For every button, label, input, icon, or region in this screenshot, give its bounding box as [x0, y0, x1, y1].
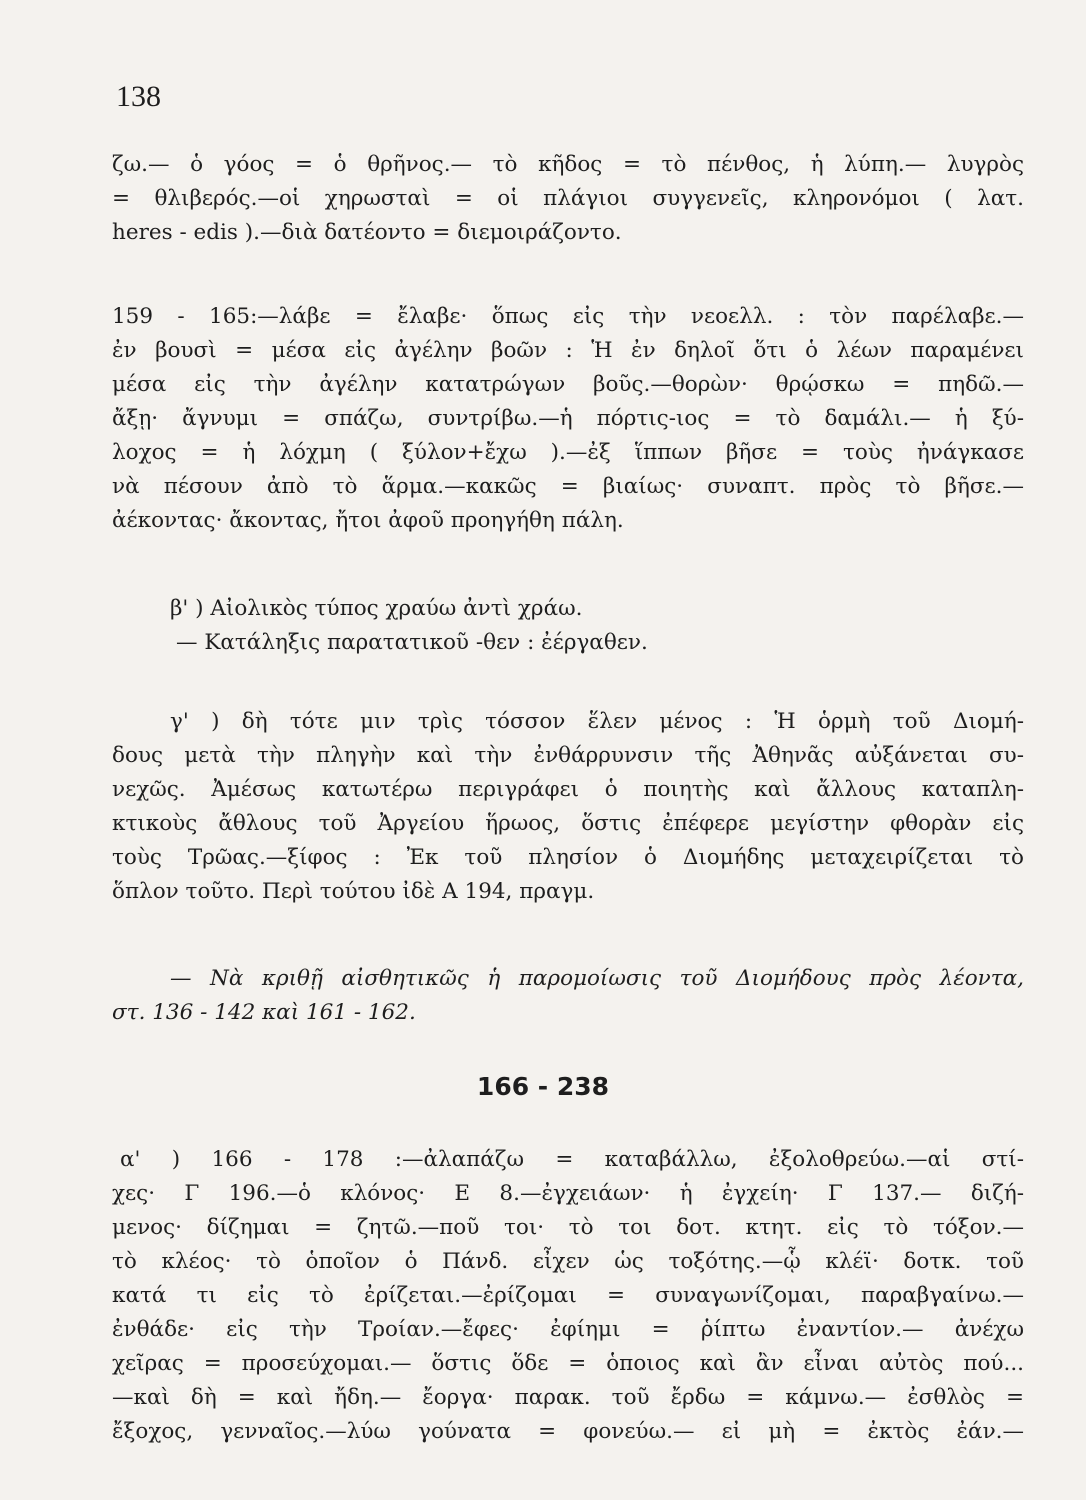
paragraph-4: [112, 705, 1024, 909]
text-line: κτικοὺς ἄθλους τοῦ Ἀργείου ἥρωος, ὅστις ἐπέφερε μεγίστην φθορὰν εἰς: [112, 811, 1024, 836]
text-line: heres - edis ).—διὰ δατέοντο = διεμοιράζοντο.: [112, 220, 622, 245]
page-number: 138: [116, 80, 161, 113]
paragraph-3: [170, 592, 870, 660]
text-line: ἔξοχος, γενναῖος.—λύω γούνατα = φονεύω.— εἰ μὴ = ἐκτὸς ἐάν.—: [112, 1419, 1024, 1444]
text-line: κατά τι εἰς τὸ ἐρίζεται.—ἐρίζομαι = συναγωνίζομαι, παραβγαίνω.—: [112, 1283, 1024, 1308]
text-line: στ. 136 - 142 καὶ 161 - 162.: [112, 1000, 416, 1025]
text-line: ἀέκοντας· ἄκοντας, ἤτοι ἀφοῦ προηγήθη πάλη.: [112, 508, 624, 533]
text-line: νεχῶς. Ἀμέσως κατωτέρω περιγράφει ὁ ποιητὴς καὶ ἄλλους καταπλη-: [112, 777, 1024, 802]
text-line: δους μετὰ τὴν πληγὴν καὶ τὴν ἐνθάρρυνσιν τῆς Ἀθηνᾶς αὐξάνεται συ-: [112, 743, 1024, 768]
text-line: ἐνθάδε· εἰς τὴν Τροίαν.—ἔφες· ἐφίημι = ῥίπτω ἐναντίον.— ἀνέχω: [112, 1317, 1024, 1342]
text-line: λοχος = ἡ λόχμη ( ξύλον+ἔχω ).—ἐξ ἵππων βῆσε = τοὺς ἠνάγκασε: [112, 440, 1024, 465]
text-line: ἐν βουσὶ = μέσα εἰς ἀγέλην βοῶν : Ἡ ἐν δηλοῖ ὅτι ὁ λέων παραμένει: [112, 338, 1024, 363]
paragraph-2: [112, 300, 1024, 538]
text-line: ἄξῃ· ἄγνυμι = σπάζω, συντρίβω.—ἡ πόρτις-ιος = τὸ δαμάλι.— ἡ ξύ-: [112, 406, 1024, 431]
text-line: τὸ κλέος· τὸ ὁποῖον ὁ Πάνδ. εἶχεν ὡς τοξότης.—ᾧ κλέϊ· δοτκ. τοῦ: [112, 1249, 1024, 1274]
text-line: α' ) 166 - 178 :—ἀλαπάζω = καταβάλλω, ἐξολοθρεύω.—αἱ στί-: [120, 1147, 1024, 1172]
text-line: ὅπλον τοῦτο. Περὶ τούτου ἰδὲ Α 194, πραγμ.: [112, 879, 595, 904]
paragraph-6: [112, 1143, 1024, 1449]
text-line: —καὶ δὴ = καὶ ἤδη.— ἔοργα· παρακ. τοῦ ἔρδω = κάμνω.— ἐσθλὸς =: [112, 1385, 1024, 1410]
text-line: — Κατάληξις παρατατικοῦ -θεν : ἐέργαθεν.: [176, 630, 648, 655]
text-line: χες· Γ 196.—ὁ κλόνος· Ε 8.—ἐγχειάων· ἡ ἐγχείη· Γ 137.— διζή-: [112, 1181, 1024, 1206]
paragraph-5: [112, 962, 1024, 1030]
text-line: μενος· δίζημαι = ζητῶ.—ποῦ τοι· τὸ τοι δοτ. κτητ. εἰς τὸ τόξον.—: [112, 1215, 1024, 1240]
paragraph-1: [112, 148, 1024, 250]
text-line: 159 - 165:—λάβε = ἔλαβε· ὅπως εἰς τὴν νεοελλ. : τὸν παρέλαβε.—: [112, 304, 1024, 329]
text-line: μέσα εἰς τὴν ἀγέλην κατατρώγων βοῦς.—θορὼν· θρῴσκω = πηδῶ.—: [112, 372, 1024, 397]
section-title: 166 - 238: [476, 1072, 610, 1101]
text-line: = θλιβερός.—οἱ χηρωσταὶ = οἱ πλάγιοι συγγενεῖς, κληρονόμοι ( λατ.: [112, 186, 1024, 211]
text-line: τοὺς Τρῶας.—ξίφος : Ἐκ τοῦ πλησίον ὁ Διομήδης μεταχειρίζεται τὸ: [112, 845, 1024, 870]
text-line: γ' ) δὴ τότε μιν τρὶς τόσσον ἕλεν μένος : Ἡ ὁρμὴ τοῦ Διομή-: [170, 709, 1024, 734]
text-line: νὰ πέσουν ἀπὸ τὸ ἅρμα.—κακῶς = βιαίως· συναπτ. πρὸς τὸ βῆσε.—: [112, 474, 1024, 499]
text-line: ζω.— ὁ γόος = ὁ θρῆνος.— τὸ κῆδος = τὸ πένθος, ἡ λύπη.— λυγρὸς: [112, 152, 1024, 177]
text-line: β' ) Αἰολικὸς τύπος χραύω ἀντὶ χράω.: [170, 596, 583, 621]
text-line: χεῖρας = προσεύχομαι.— ὅστις ὅδε = ὁποιος καὶ ἂν εἶναι αὐτὸς πού...: [112, 1351, 1024, 1376]
text-line: — Νὰ κριθῇ αἰσθητικῶς ἡ παρομοίωσις τοῦ Διομήδους πρὸς λέοντα,: [170, 966, 1024, 991]
